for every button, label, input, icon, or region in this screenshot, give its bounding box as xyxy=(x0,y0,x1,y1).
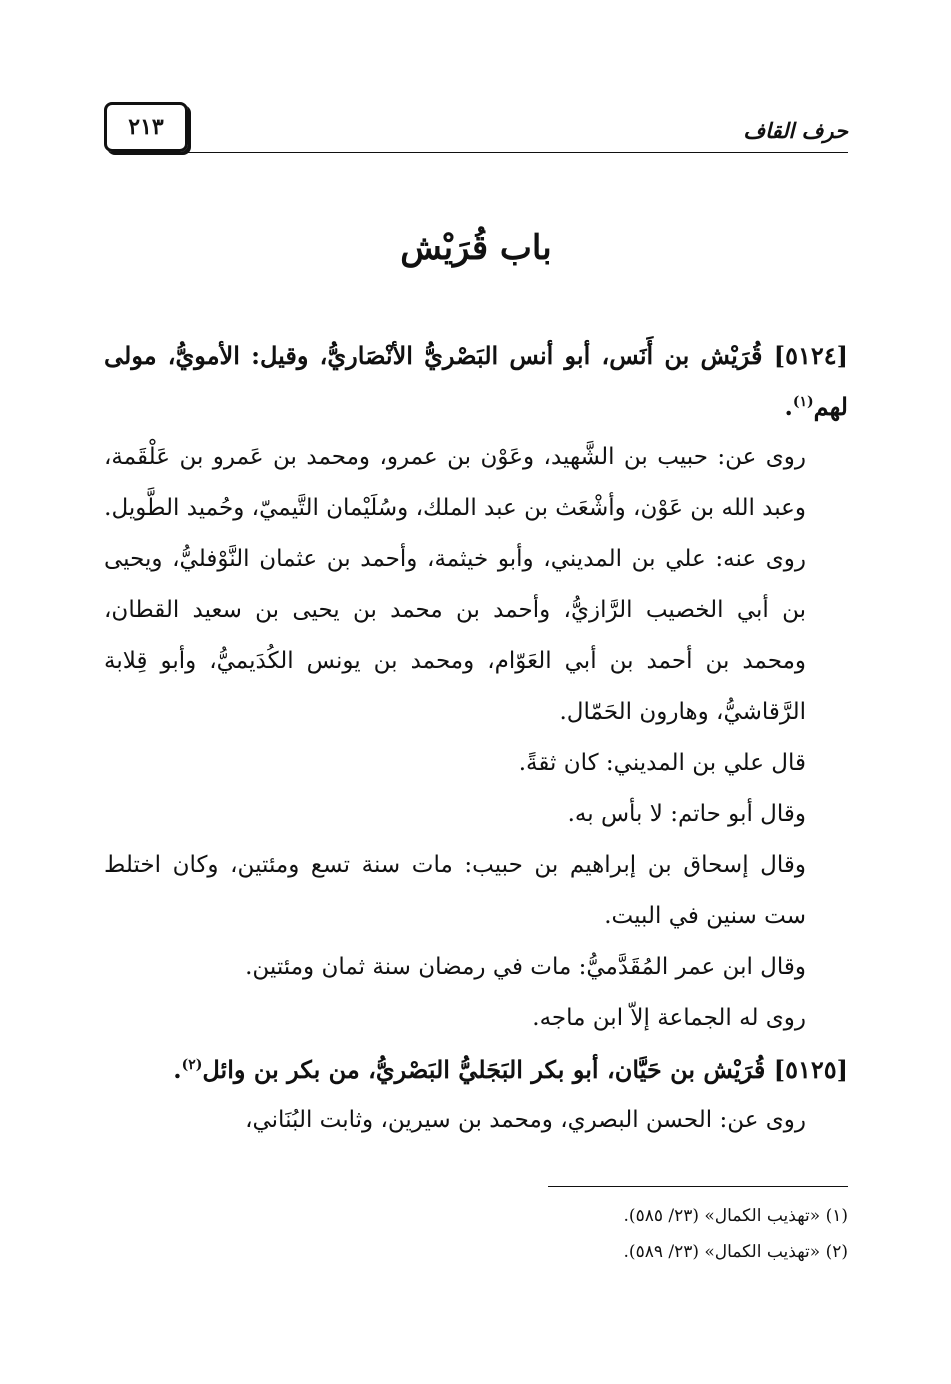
paragraph-narrated-from: روى عن: الحسن البصري، ومحمد بن سيرين، وثابت البُنَاني، xyxy=(245,1107,806,1133)
page-header xyxy=(104,96,848,156)
chapter-title: باب قُرَيْش xyxy=(400,228,552,268)
entry-heading-text: [٥١٢٤] قُرَيْش بن أَنَس، أبو أنس البَصْريُّ الأنْصَاريُّ، وقيل: الأمويُّ، مولى لهم xyxy=(104,341,848,421)
entry-heading-5124 xyxy=(104,330,848,432)
entry-heading-end: . xyxy=(784,392,793,421)
paragraph-quote-ishaq: وقال إسحاق بن إبراهيم بن حبيب: مات سنة تسع ومئتين، وكان اختلط ست سنين في البيت. xyxy=(104,852,806,929)
footnote-2: (٢) «تهذيب الكمال» (٢٣/ ٥٨٩). xyxy=(623,1242,848,1262)
entry-heading-5125 xyxy=(104,1044,848,1095)
paragraph-narrated-by-group: روى له الجماعة إلاّ ابن ماجه. xyxy=(532,1005,806,1031)
paragraph-narrated-from: روى عن: حبيب بن الشَّهيد، وعَوْن بن عمرو، ومحمد بن عَمرو بن عَلْقَمة، وعبد الله بن عَوْن، وأشْعَث بن عبد الملك، وسُلَيْمان التَّيميّ، وحُميد الطَّويل. xyxy=(104,444,806,521)
entry-heading-end: . xyxy=(173,1055,182,1084)
paragraph-quote-abu-hatim: وقال أبو حاتم: لا بأس به. xyxy=(567,801,806,827)
paragraph-quote-ibn-madini: قال علي بن المديني: كان ثقةً. xyxy=(518,750,806,776)
footnote-ref: (١) xyxy=(792,394,814,410)
page-number: ٢١٣ xyxy=(104,102,188,152)
header-rule xyxy=(184,152,848,153)
footnote-rule xyxy=(548,1186,848,1187)
footnote-ref: (٢) xyxy=(181,1057,203,1073)
paragraph-narrated-by: روى عنه: علي بن المديني، وأبو خيثمة، وأحمد بن عثمان النَّوْفليُّ، ويحيى بن أبي الخصيب الرَّازيُّ، وأحمد بن محمد بن يحيى بن سعيد القطان، ومحمد بن أحمد بن أبي العَوّام، ومحمد بن يونس الكُدَيميُّ، وأبو قِلابة الرَّقاشيُّ، وهارون الحَمّال. xyxy=(104,546,806,725)
entry-heading-text: [٥١٢٥] قُرَيْش بن حَيَّان، أبو بكر البَجَليُّ البَصْريُّ، من بكر بن وائل xyxy=(202,1055,848,1084)
body-text xyxy=(104,330,848,1146)
paragraph-quote-muqaddami: وقال ابن عمر المُقَدَّميُّ: مات في رمضان سنة ثمان ومئتين. xyxy=(245,954,806,980)
running-title: حرف القاف xyxy=(743,118,848,143)
footnote-1: (١) «تهذيب الكمال» (٢٣/ ٥٨٥). xyxy=(623,1206,848,1226)
